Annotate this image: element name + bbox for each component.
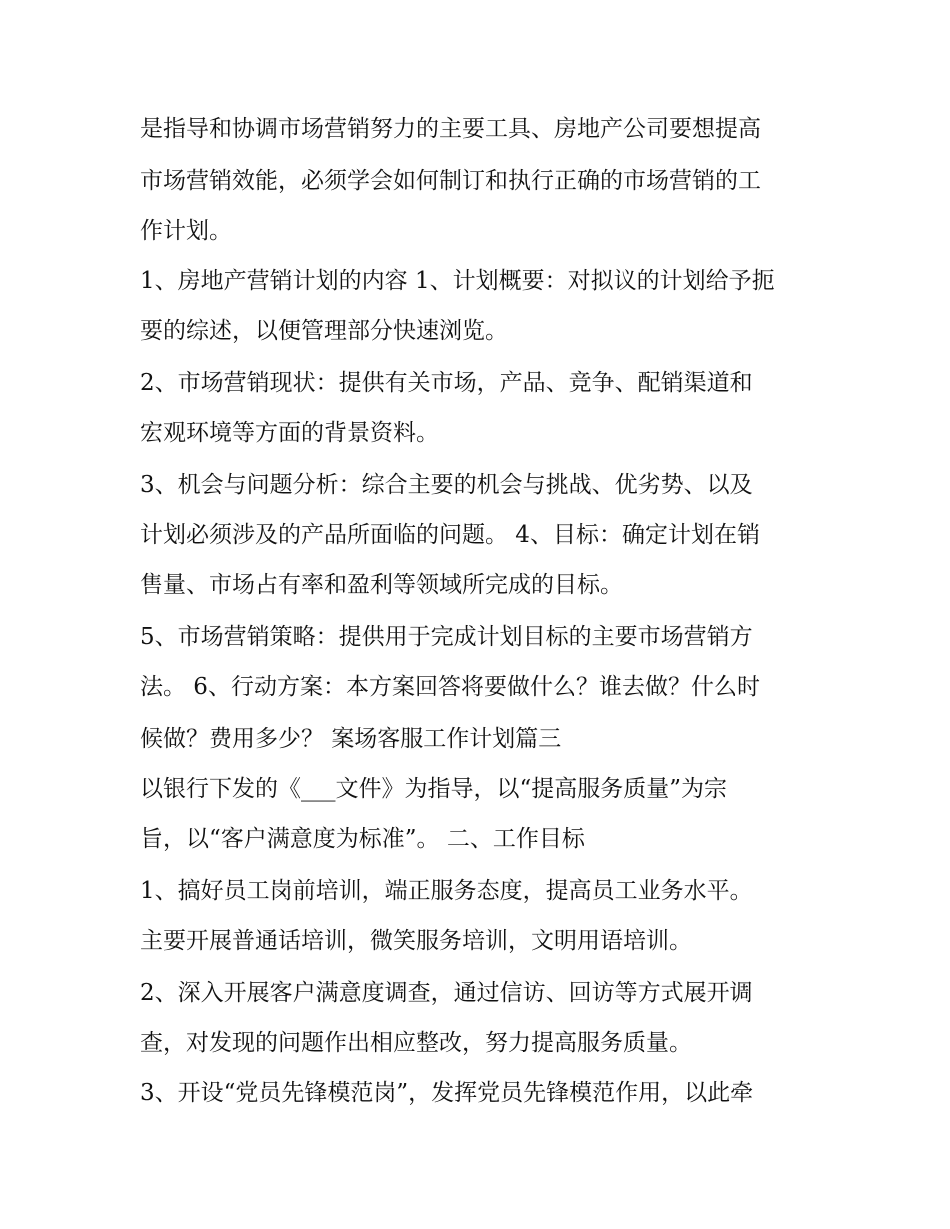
text-line-9: 计划必须涉及的产品所面临的问题。 4、目标：确定计划在销 [140,522,760,548]
text-line-10: 售量、市场占有率和盈利等领域所完成的目标。 [140,572,623,598]
text-line-7: 宏观环境等方面的背景资料。 [140,420,439,446]
text-line-3: 作计划。 [140,218,232,244]
text-line-6: 2、市场营销现状：提供有关市场，产品、竞争、配销渠道和 [140,370,753,396]
text-line-2: 市场营销效能，必须学会如何制订和执行正确的市场营销的工 [140,168,761,194]
text-line-20: 3、开设“党员先锋模范岗”，发挥党员先锋模范作用，以此牵 [140,1080,754,1106]
text-line-16: 1、搞好员工岗前培训，端正服务态度，提高员工业务水平。 [140,878,753,904]
text-line-14: 以银行下发的《___文件》为指导，以“提高服务质量”为宗 [140,776,728,802]
text-line-18: 2、深入开展客户满意度调查，通过信访、回访等方式展开调 [140,980,753,1006]
text-line-12: 法。 6、行动方案：本方案回答将要做什么？谁去做？什么时 [140,674,760,700]
text-line-13: 候做？费用多少？ 案场客服工作计划篇三 [140,726,562,752]
text-line-5: 要的综述，以便管理部分快速浏览。 [140,318,508,344]
text-line-1: 是指导和协调市场营销努力的主要工具、房地产公司要想提高 [140,116,761,142]
text-line-17: 主要开展普通话培训，微笑服务培训，文明用语培训。 [140,928,692,954]
text-line-15: 旨，以“客户满意度为标准”。 二、工作目标 [140,826,585,852]
text-line-19: 查，对发现的问题作出相应整改，努力提高服务质量。 [140,1030,692,1056]
text-line-8: 3、机会与问题分析：综合主要的机会与挑战、优劣势、以及 [140,472,753,498]
text-line-4: 1、房地产营销计划的内容 1、计划概要：对拟议的计划给予扼 [140,268,775,294]
text-line-11: 5、市场营销策略：提供用于完成计划目标的主要市场营销方 [140,624,753,650]
